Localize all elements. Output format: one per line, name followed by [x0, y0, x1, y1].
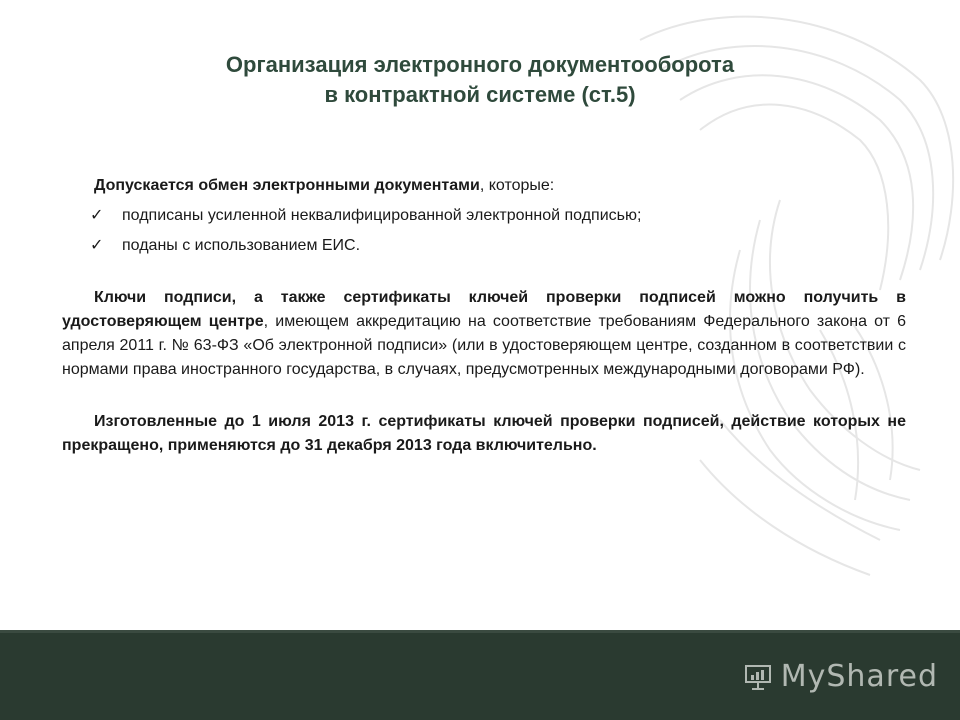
logo-text: MyShared: [780, 659, 938, 694]
bullet-item: [62, 234, 906, 258]
slide-body: [62, 174, 906, 458]
intro-paragraph: [94, 174, 906, 198]
bullet-item: [62, 204, 906, 228]
title-line-2: в контрактной системе (ст.5): [324, 82, 636, 107]
paragraph-signature-keys: [62, 286, 906, 382]
para1-bold-text: Ключи подписи, а также сертификаты ключей проверки подписей можно получить в удостоверяющем центре: [62, 289, 906, 330]
checkmark-icon: ✓: [90, 207, 104, 224]
title-line-1: Организация электронного документооборота: [225, 52, 735, 77]
intro-rest-text: , которые:: [479, 177, 555, 194]
intro-bold-text: Допускается обмен электронными документами: [94, 177, 480, 194]
para2-bold-text: Изготовленные до 1 июля 2013 г. сертификаты ключей проверки подписей, действие которых не прекращено, применяются до 31 декабря 2013 года включительно.: [62, 413, 906, 454]
para1-rest-text: , имеющем аккредитацию на соответствие требованиям Федерального закона от 6 апреля 2011 г. № 63-ФЗ «Об электронной подписи» (или в удостоверяющем центре, созданном в соответствии с нормами права иностранного государства, в случаях, предусмотренных международными договорами РФ).: [62, 313, 906, 378]
paragraph-certificates: [62, 410, 906, 458]
footer-bar: [0, 630, 960, 720]
bullet-text: подписаны усиленной неквалифицированной электронной подписью;: [122, 207, 642, 224]
bullet-text: поданы с использованием ЕИС.: [122, 237, 361, 254]
footer-stripe: [0, 630, 960, 633]
checkmark-icon: ✓: [90, 237, 104, 254]
myshared-logo: [743, 659, 938, 694]
presentation-icon: [743, 662, 773, 692]
slide-title: [0, 50, 960, 110]
